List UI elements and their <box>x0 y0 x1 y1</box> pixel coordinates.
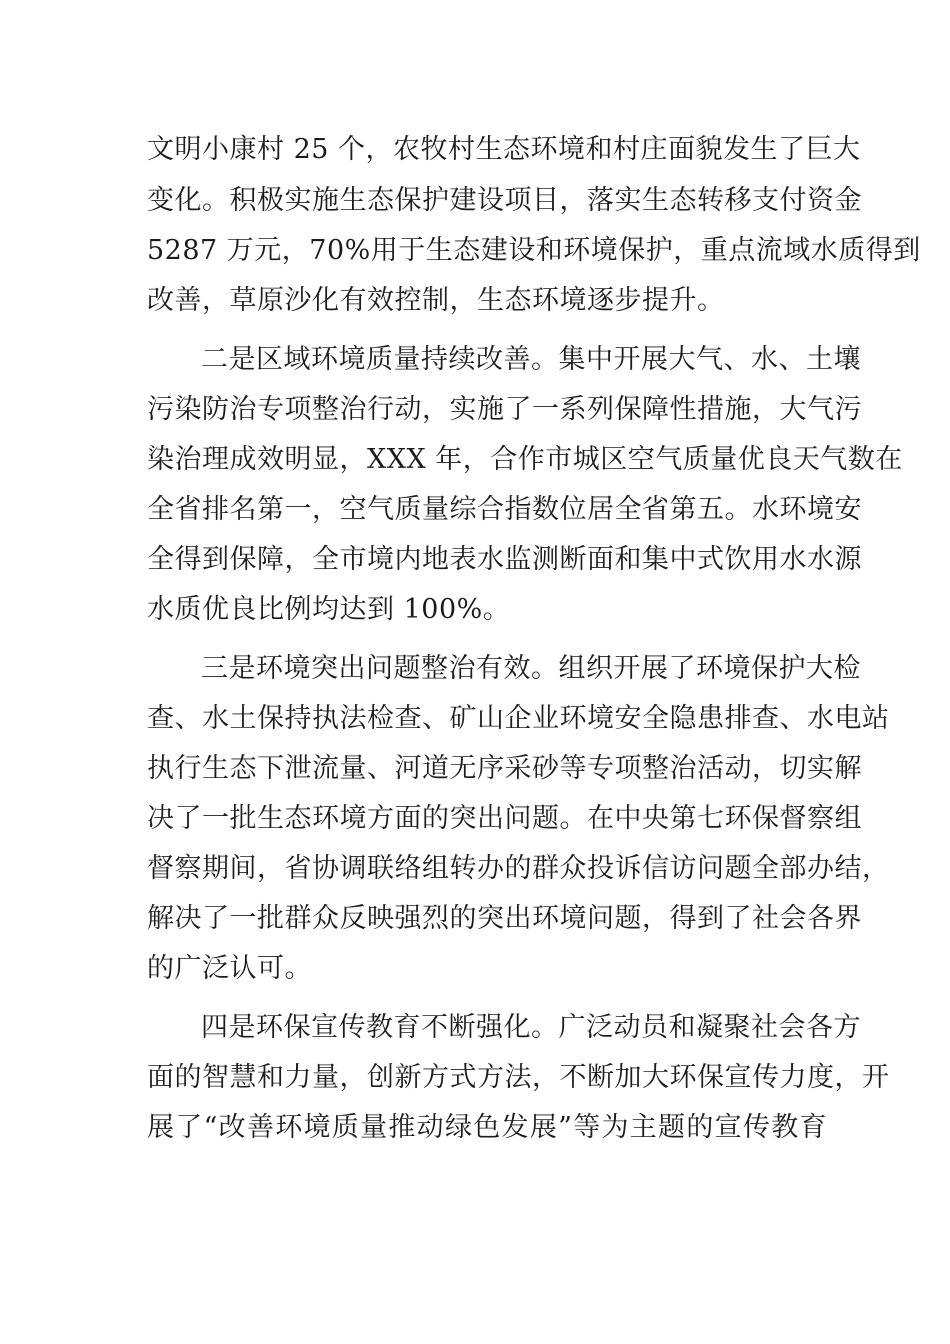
paragraph-3-line-3: 执行生态下泄流量、河道无序采砂等专项整治活动，切实解 <box>147 753 862 784</box>
paragraph-3-line-7: 的广泛认可。 <box>147 953 312 984</box>
paragraph-2-line-2: 污染防治专项整治行动，实施了一系列保障性措施，大气污 <box>147 394 862 425</box>
paragraph-1-line-4: 改善，草原沙化有效控制，生态环境逐步提升。 <box>147 285 725 316</box>
paragraph-2-line-3: 染治理成效明显，XXX 年，合作市城区空气质量优良天气数在 <box>147 444 903 475</box>
paragraph-3-line-5: 督察期间，省协调联络组转办的群众投诉信访问题全部办结， <box>147 853 890 884</box>
paragraph-1-line-3: 5287 万元，70%用于生态建设和环境保护，重点流域水质得到 <box>147 235 921 266</box>
paragraph-2-line-4: 全省排名第一，空气质量综合指数位居全省第五。水环境安 <box>147 494 862 525</box>
paragraph-2-line-6: 水质优良比例均达到 100%。 <box>147 594 511 625</box>
paragraph-3-line-6: 解决了一批群众反映强烈的突出环境问题，得到了社会各界 <box>147 903 862 934</box>
paragraph-1-line-2: 变化。积极实施生态保护建设项目，落实生态转移支付资金 <box>147 185 862 216</box>
paragraph-1-line-1: 文明小康村 25 个，农牧村生态环境和村庄面貌发生了巨大 <box>147 134 861 165</box>
paragraph-4-line-3: 展了“改善环境质量推动绿色发展”等为主题的宣传教育 <box>147 1112 827 1143</box>
paragraph-2-line-5: 全得到保障，全市境内地表水监测断面和集中式饮用水水源 <box>147 544 862 575</box>
paragraph-4-line-1: 四是环保宣传教育不断强化。广泛动员和凝聚社会各方 <box>201 1012 861 1043</box>
paragraph-3-line-4: 决了一批生态环境方面的突出问题。在中央第七环保督察组 <box>147 803 862 834</box>
paragraph-3-line-1: 三是环境突出问题整治有效。组织开展了环境保护大检 <box>201 653 861 684</box>
paragraph-4-line-2: 面的智慧和力量，创新方式方法，不断加大环保宣传力度，开 <box>147 1062 890 1093</box>
paragraph-2-line-1: 二是区域环境质量持续改善。集中开展大气、水、土壤 <box>201 344 861 375</box>
paragraph-3-line-2: 查、水土保持执法检查、矿山企业环境安全隐患排查、水电站 <box>147 703 890 734</box>
